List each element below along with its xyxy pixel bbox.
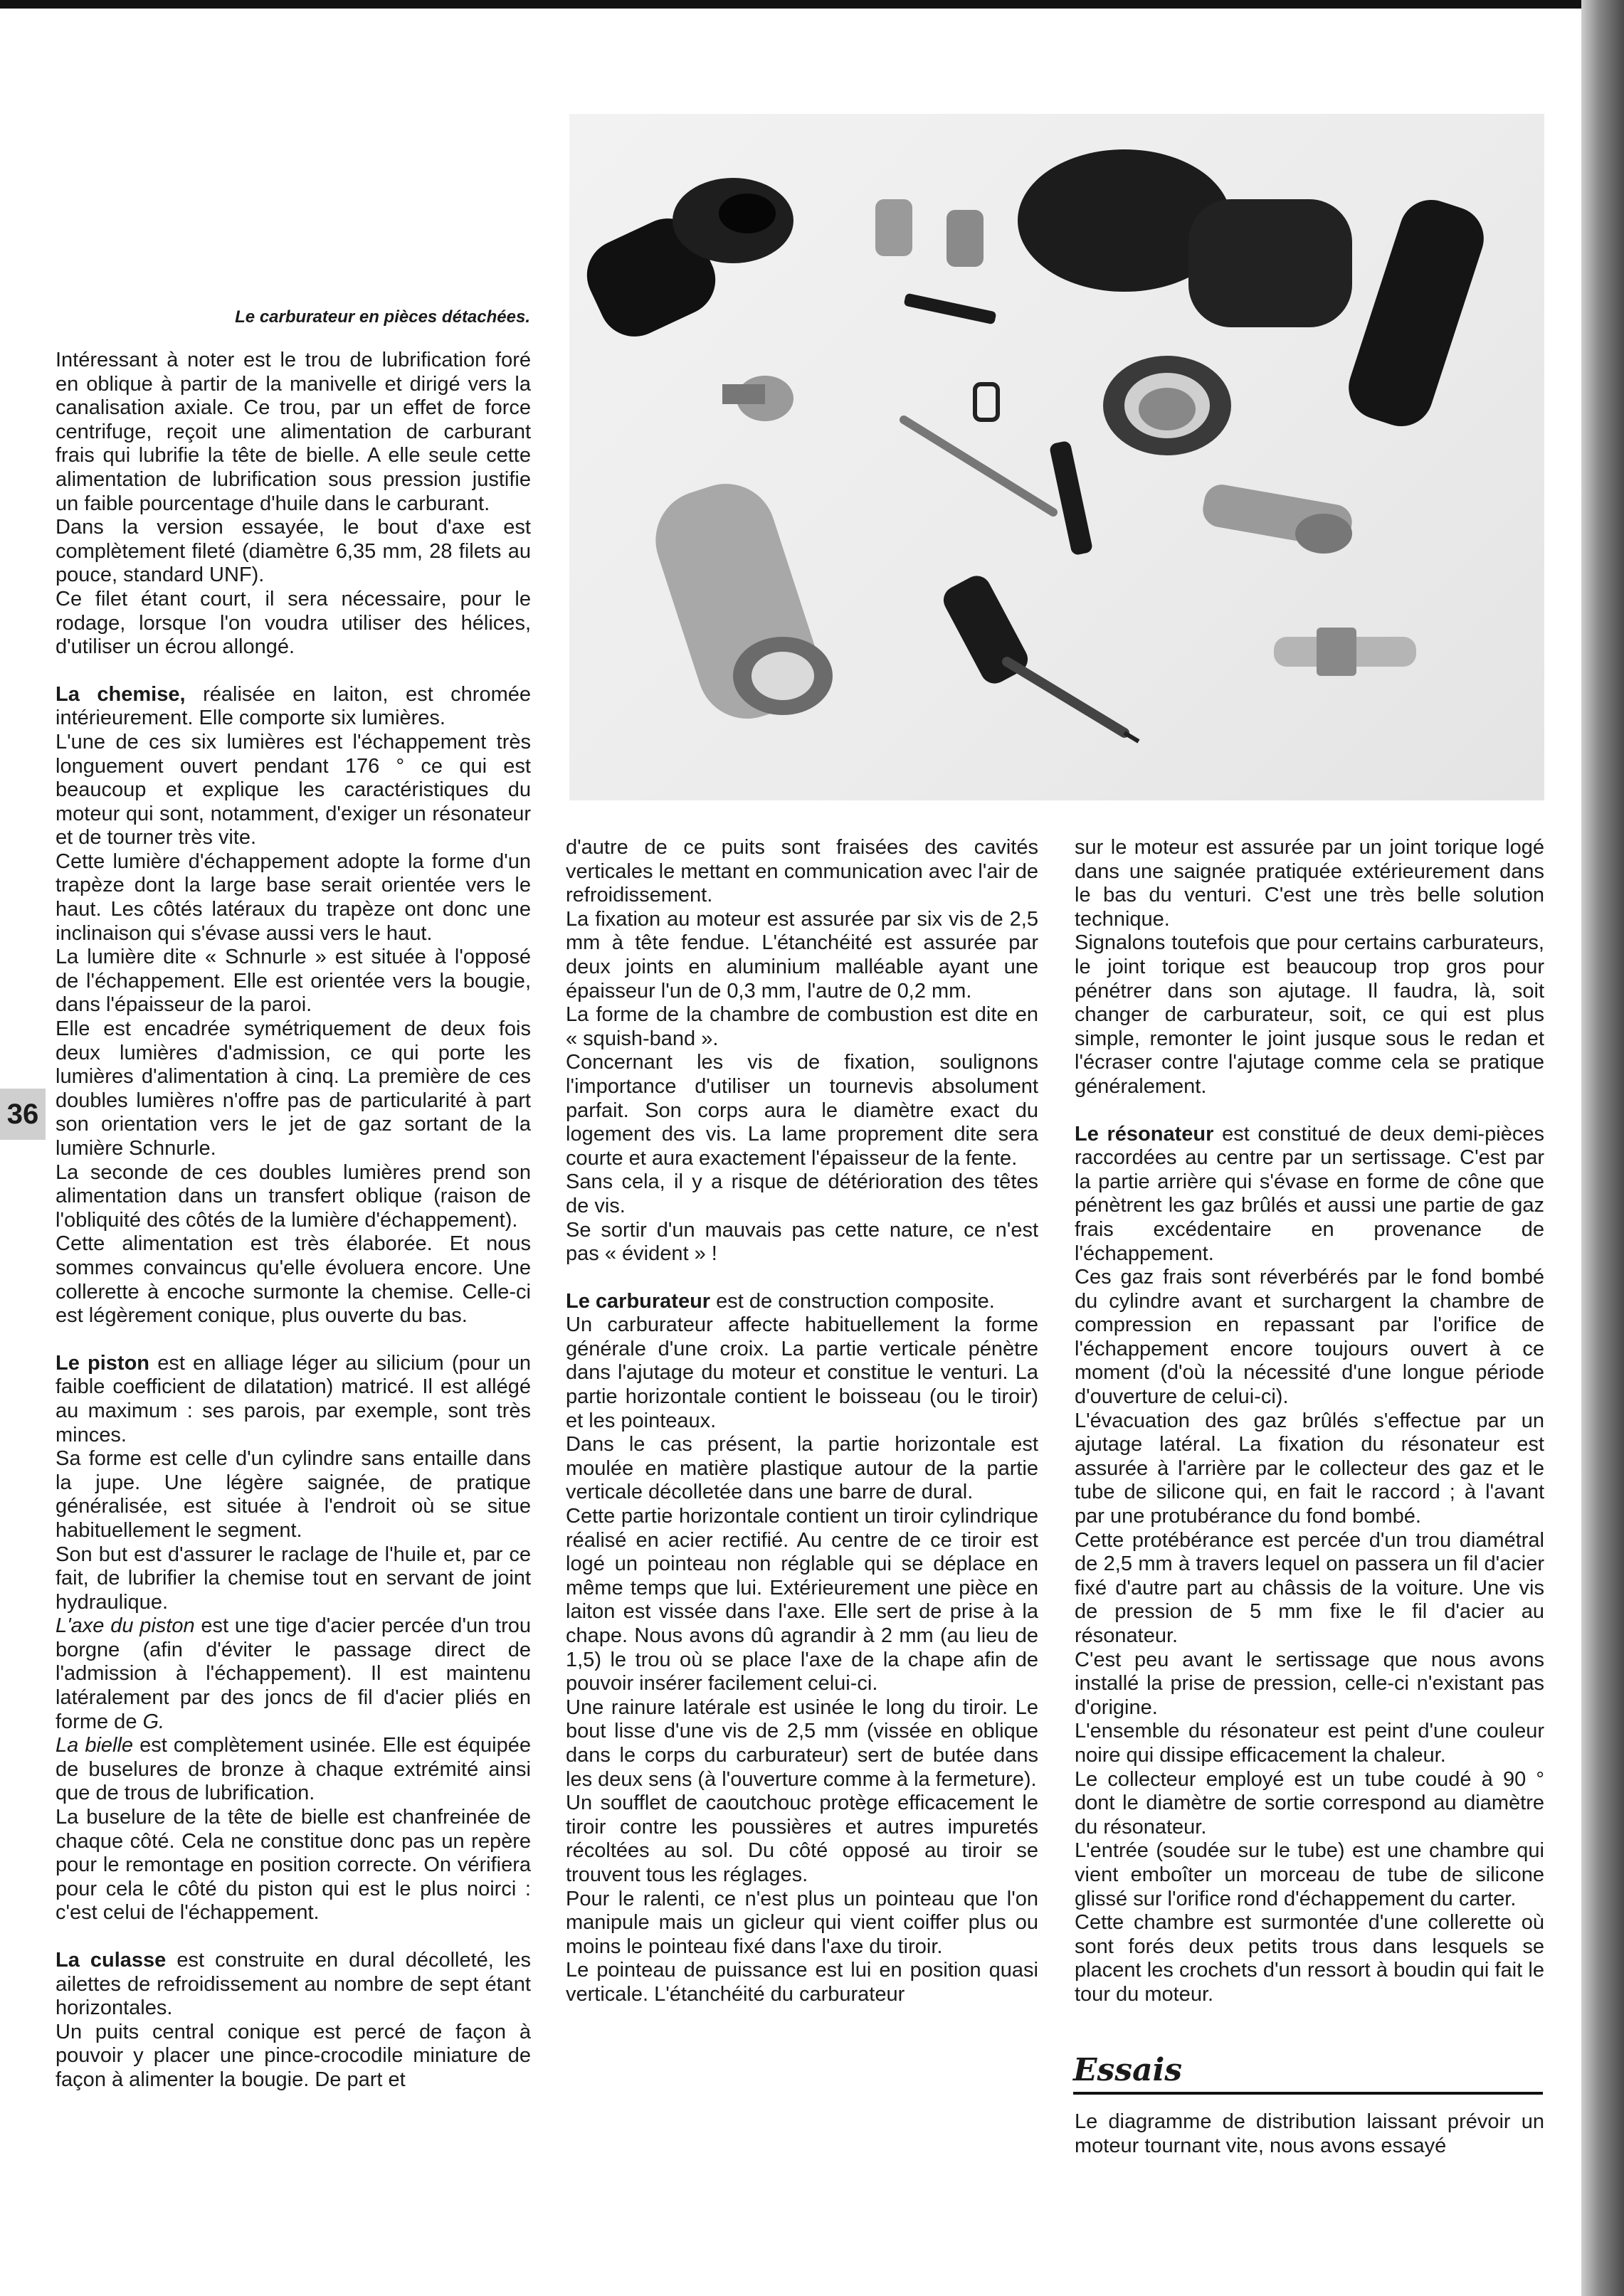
paragraph: La lumière dite « Schnurle » est située à l'opposé de l'échappement. Elle est orientée vers la bougie, dans l'épaisseur de la paroi. <box>56 946 531 1017</box>
section-text: est complètement usinée. Elle est équipée de buselures de bronze à chaque extrémité ainsi que de trous de lubrification. <box>56 1734 531 1805</box>
paragraph: Cette protébérance est percée d'un trou diamétral de 2,5 mm à travers lequel on passera un fil d'acier fixé d'autre part au châssis de la voiture. Une vis de pression de 5 mm fixe le fil d'acier au résonateur. <box>1075 1528 1544 1647</box>
section-text: réalisée en laiton, est chromée intérieurement. Elle comporte six lumières. <box>56 682 532 730</box>
paragraph: C'est peu avant le sertissage que nous avons installé la prise de pression, celle-ci n'existant pas d'origine. <box>1075 1648 1544 1719</box>
page-edge-shadow <box>1581 0 1624 2296</box>
italic-label: L'axe du piston <box>56 1614 195 1638</box>
section-label: Le carburateur <box>566 1289 711 1313</box>
paragraph: Ces gaz frais sont réverbérés par le fond bombé du cylindre avant et surchargent la chambre de compression en repassant par l'orifice de l'échappement encore toujours ouvert à ce moment (d'où la nécessité d'une longue période d'ouverture de celui-ci). <box>1075 1266 1544 1409</box>
paragraph: L'évacuation des gaz brûlés s'effectue par un ajutage latéral. La fixation du résonateur est assurée à l'arrière par le collecteur des gaz et le tube de silicone qui, en fait le raccord ; à l'avant par une protubérance du fond bombé. <box>1075 1409 1544 1528</box>
paragraph: Cette alimentation est très élaborée. Et nous sommes convaincus qu'elle évoluera encore. Une collerette à encoche surmonte la chemise. Celle-ci est légèrement conique, plus ouverte du bas. <box>56 1232 531 1328</box>
paragraph: La fixation au moteur est assurée par six vis de 2,5 mm à tête fendue. L'étanchéité est assurée par deux joints en aluminium malléable ayant une épaisseur l'un de 0,3 mm, l'autre de 0,2 mm. <box>566 907 1038 1002</box>
paragraph: Le collecteur employé est un tube coudé à 90 ° dont le diamètre de sortie correspond au diamètre du résonateur. <box>1075 1767 1544 1839</box>
column-1 <box>56 349 531 2093</box>
paragraph: Un puits central conique est percé de façon à pouvoir y placer une pince-crocodile miniature de façon à alimenter la bougie. De part et <box>56 2020 531 2091</box>
paragraph: Le pointeau de puissance est lui en position quasi verticale. L'étanchéité du carburateur <box>566 1959 1038 2006</box>
section-heading-essais: Essais <box>1073 2049 1543 2095</box>
paragraph-carburateur <box>566 1290 1038 1314</box>
paragraph: Un soufflet de caoutchouc protège efficacement le tiroir contre les poussières et autres impuretés récoltées au sol. Du côté opposé au tiroir se trouvent tous les réglages. <box>566 1792 1038 1886</box>
paragraph: L'entrée (soudée sur le tube) est une chambre qui vient emboîter un morceau de tube de silicone glissé sur l'orifice rond d'échappement du carter. <box>1075 1839 1544 1910</box>
paragraph: Le diagramme de distribution laissant prévoir un moteur tournant vite, nous avons essayé <box>1075 2110 1544 2157</box>
paragraph: Son but est d'assurer le raclage de l'huile et, par ce fait, de lubrifier la chemise tout en servant de joint hydraulique. <box>56 1543 531 1614</box>
column-3 <box>1075 836 1544 2007</box>
section-text: est constitué de deux demi-pièces raccordées au centre par un sertissage. C'est par la partie arrière qui s'évase en forme de cône que pénètrent les gaz brûlés et aussi une partie de gaz frais excédentaire en provenance de l'échappement. <box>1075 1122 1544 1265</box>
figure-caption: Le carburateur en pièces détachées. <box>235 307 530 327</box>
section-label: La chemise, <box>56 682 186 706</box>
section-label: La culasse <box>56 1949 167 1972</box>
paragraph: Une rainure latérale est usinée le long du tiroir. Le bout lisse d'une vis de 2,5 mm (vissée en oblique dans le corps du carburateur) sert de butée dans les deux sens (à l'ouverture comme à la fermeture). <box>566 1695 1038 1791</box>
paragraph: Un carburateur affecte habituellement la forme générale d'une croix. La partie verticale pénètre dans l'ajutage du moteur et constitue le venturi. La partie horizontale contient le boisseau (ou le tiroir) et les pointeaux. <box>566 1313 1038 1432</box>
page-number: 36 <box>0 1089 46 1140</box>
paragraph: Dans le cas présent, la partie horizontale est moulée en matière plastique autour de la partie verticale décolletée dans une barre de dural. <box>566 1433 1038 1504</box>
paragraph-resonateur <box>1075 1123 1544 1266</box>
paragraph: Sans cela, il y a risque de détérioration des têtes de vis. <box>566 1170 1038 1217</box>
paragraph-piston <box>56 1352 531 1447</box>
section-text: est construite en dural décolleté, les ailettes de refroidissement au nombre de sept étant horizontales. <box>56 1949 531 2020</box>
italic-letter: G. <box>142 1710 165 1733</box>
section-text: est de construction composite. <box>710 1289 995 1313</box>
paragraph-culasse <box>56 1949 531 2021</box>
paragraph: Cette chambre est surmontée d'une collerette où sont forés deux petits trous dans lesquels se placent les crochets d'un ressort à boudin qui fait le tour du moteur. <box>1075 1911 1544 2006</box>
paragraph: Sa forme est celle d'un cylindre sans entaille dans la jupe. Une légère saignée, de pratique généralisée, est située à l'endroit où se situe habituellement le segment. <box>56 1447 531 1542</box>
section-label: Le résonateur <box>1075 1122 1214 1146</box>
essais-paragraph-block <box>1075 2110 1544 2158</box>
needle-valve <box>939 571 1139 741</box>
paragraph: Intéressant à noter est le trou de lubrification foré en oblique à partir de la manivelle et dirigé vers la canalisation axiale. Ce trou, par un effet de force centrifuge, reçoit une alimentation de carburant frais qui lubrifie la tête de bielle. A elle seule cette alimentation de lubrification sous pression justifie un faible pourcentage d'huile dans le carburant. <box>56 349 531 515</box>
paragraph: sur le moteur est assurée par un joint torique logé dans une saignée pratiquée extérieurement dans le bas du venturi. C'est une très belle solution technique. <box>1075 836 1544 931</box>
paragraph: L'ensemble du résonateur est peint d'une couleur noire qui dissipe efficacement la chaleur. <box>1075 1720 1544 1767</box>
throttle-slide <box>643 471 833 731</box>
section-text: est une tige d'acier percée d'un trou borgne (afin d'éviter le passage direct de l'admission à l'échappement). Il est maintenu latéralement par des joncs de fil d'acier pliés en forme de <box>56 1614 531 1733</box>
top-border <box>0 0 1624 9</box>
paragraph: L'une de ces six lumières est l'échappement très longuement ouvert pendant 176 ° ce qui est beaucoup et explique les caractéristiques du moteur qui sont, notamment, d'exiger un résonateur et de tourner très vite. <box>56 730 531 850</box>
paragraph: La buselure de la tête de bielle est chanfreinée de chaque côté. Cela ne constitue donc pas un repère pour le remontage en position correcte. On vérifiera pour cela le côté du piston qui est le plus noirci : c'est celui de l'échappement. <box>56 1806 531 1925</box>
paragraph: Concernant les vis de fixation, soulignons l'importance d'utiliser un tournevis absolument parfait. Son corps aura le diamètre exact du logement des vis. La lame proprement dite sera courte et aura exactement l'épaisseur de la fente. <box>566 1051 1038 1170</box>
paragraph: La forme de la chambre de combustion est dite en « squish-band ». <box>566 1003 1038 1050</box>
bellows-part <box>575 178 793 348</box>
paragraph-bielle <box>56 1734 531 1806</box>
paragraph: Signalons toutefois que pour certains carburateurs, le joint torique est beaucoup trop gros pour pénétrer dans son ajutage. Il faudra, là, soit changer de carburateur, soit, ce qui est plus simple, remonter le joint jusque sous le redan et l'écraser contre l'ajutage comme cela se pratique généralement. <box>1075 931 1544 1098</box>
paragraph: Cette partie horizontale contient un tiroir cylindrique réalisé en acier rectifié. Au centre de ce tiroir est logé un pointeau non réglable qui se déplace en même temps que lui. Extérieurement une pièce en laiton est vissée dans l'axe. Elle sert de prise à la chape. Nous avons dû agrandir à 2 mm (au lieu de 1,5) le trou où se place l'axe de la chape afin de pouvoir insérer facilement celui-ci. <box>566 1505 1038 1695</box>
paragraph: Dans la version essayée, le bout d'axe est complètement fileté (diamètre 6,35 mm, 28 filets au pouce, standard UNF). <box>56 516 531 587</box>
italic-label: La bielle <box>56 1734 134 1757</box>
carburetor-photo <box>569 114 1544 800</box>
column-2 <box>566 836 1038 2007</box>
paragraph: Se sortir d'un mauvais pas cette nature, ce n'est pas « évident » ! <box>566 1218 1038 1266</box>
paragraph-chemise <box>56 683 531 731</box>
carburetor-body <box>1018 149 1492 455</box>
paragraph: Pour le ralenti, ce n'est plus un pointeau que l'on manipule mais un gicleur qui vient coiffer plus ou moins le pointeau fixé dans l'axe du tiroir. <box>566 1887 1038 1958</box>
paragraph: d'autre de ce puits sont fraisées des cavités verticales le mettant en communication avec l'air de refroidissement. <box>566 836 1038 907</box>
paragraph-axe <box>56 1614 531 1734</box>
paragraph: Ce filet étant court, il sera nécessaire, pour le rodage, lorsque l'on voudra utiliser des hélices, d'utiliser un écrou allongé. <box>56 587 531 659</box>
paragraph: Elle est encadrée symétriquement de deux fois deux lumières d'admission, ce qui porte les lumières d'alimentation à cinq. La première de ces doubles lumières n'offre pas de particularité à part son orientation vers le jet de gaz sortant de la lumière Schnurle. <box>56 1017 531 1160</box>
paragraph: Cette lumière d'échappement adopte la forme d'un trapèze dont la large base serait orientée vers le haut. Les côtés latéraux du trapèze ont donc une inclinaison qui s'évase aussi vers le haut. <box>56 850 531 945</box>
paragraph: La seconde de ces doubles lumières prend son alimentation dans un transfert oblique (raison de l'obliquité des côtés de la lumière d'échappement). <box>56 1160 531 1232</box>
section-label: Le piston <box>56 1351 150 1375</box>
section-text: est en alliage léger au silicium (pour un faible coefficient de dilatation) matricé. Il est allégé au maximum : ses parois, par exemple, sont très minces. <box>56 1351 531 1446</box>
